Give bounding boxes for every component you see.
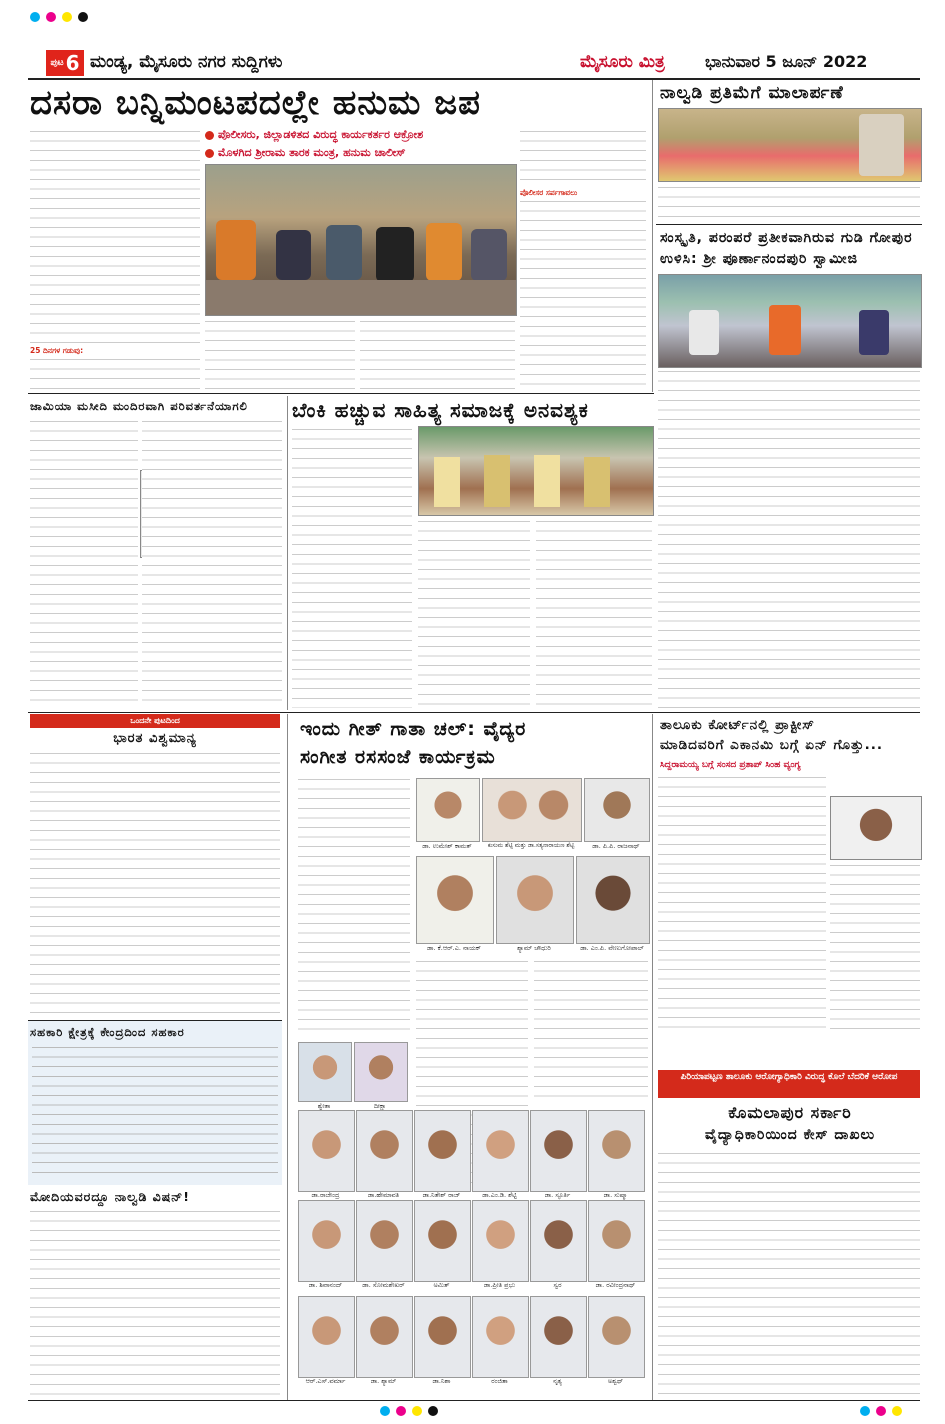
story9-subhead: ಸಿದ್ದರಾಮಯ್ಯ ಬಗ್ಗೆ ಸಂಸದ ಪ್ರತಾಪ್ ಸಿಂಹ ವ್ಯಂಗ್ಯ bbox=[660, 760, 801, 770]
story2-body bbox=[658, 184, 920, 222]
person-photo bbox=[588, 1110, 645, 1192]
mid-divider-2 bbox=[28, 712, 920, 713]
person-photo bbox=[472, 1110, 529, 1192]
registration-mark-black bbox=[78, 12, 88, 22]
person-caption: ಡಾ. ಸ್ಫೂರ್ತಿ bbox=[544, 1191, 571, 1199]
story9-headline-1: ತಾಲೂಕು ಕೋರ್ಟ್‌ನಲ್ಲಿ ಪ್ರಾಕ್ಟೀಸ್ bbox=[660, 717, 815, 733]
person-photo bbox=[356, 1296, 413, 1378]
continued-headline: ಭಾರತ ವಿಶ್ವಮಾನ್ಯ bbox=[113, 731, 197, 746]
registration-mark-magenta bbox=[396, 1406, 406, 1416]
registration-mark-yellow bbox=[62, 12, 72, 22]
registration-mark-cyan bbox=[860, 1406, 870, 1416]
caption-kusuma: ಕುಸುಮ ಶೆಟ್ಟಿ ಮತ್ತು ಡಾ.ಸತ್ಯನಾರಾಯಣ ಶೆಟ್ಟಿ bbox=[487, 842, 575, 849]
story1-body-col4 bbox=[520, 128, 646, 390]
person-caption: ಡಾ.ನಿಶಾ bbox=[432, 1377, 451, 1385]
story5-headline: ಬೆಂಕಿ ಹಚ್ಚುವ ಸಾಹಿತ್ಯ ಸಮಾಜಕ್ಕೆ ಅನವಶ್ಯಕ bbox=[292, 398, 589, 422]
story10-headline-2: ವೈದ್ಯಾಧಿಕಾರಿಯಿಂದ ಕೇಸ್ ದಾಖಲು bbox=[704, 1127, 876, 1143]
caption-shwetha: ಶ್ವೇತಾ bbox=[317, 1102, 331, 1110]
registration-mark-magenta bbox=[876, 1406, 886, 1416]
story1-subhead-2 bbox=[205, 146, 515, 160]
story4-headline: ಜಾಮಿಯಾ ಮಸೀದಿ ಮಂದಿರವಾಗಿ ಪರಿವರ್ತನೆಯಾಗಲಿ bbox=[30, 399, 248, 413]
page-number: 6 bbox=[65, 51, 80, 75]
page-label: ಪುಟ bbox=[50, 58, 64, 68]
story8-body-col1 bbox=[298, 776, 410, 1038]
bullet-icon bbox=[205, 131, 214, 140]
story1-sub1-text: ಪೊಲೀಸರು, ಜಿಲ್ಲಾಡಳಿತದ ವಿರುದ್ಧ ಕಾರ್ಯಕರ್ತರ ಆಕ್ರೋಶ bbox=[218, 128, 424, 141]
person-caption: ಡಾ. ರವೀಂದ್ರನಾಥ್ bbox=[595, 1281, 636, 1289]
continued-label: ಒಂದನೇ ಪುಟದಿಂದ bbox=[30, 714, 280, 728]
story7-headline: ಮೋದಿಯವರದ್ದೂ ನಾಲ್ವಡಿ ವಿಷನ್! bbox=[30, 1189, 190, 1204]
person-caption: ನೃತ್ಯ bbox=[553, 1377, 562, 1385]
person-photo bbox=[414, 1200, 471, 1282]
registration-mark-yellow bbox=[412, 1406, 422, 1416]
face-shyam-chaudhuri bbox=[496, 856, 574, 944]
story10-headline-1: ಕೊಮಲಾಪುರ ಸರ್ಕಾರಿ bbox=[728, 1103, 852, 1122]
person-caption: ಡಾ. ಶ್ಯಾಮ್ bbox=[370, 1377, 397, 1385]
person-photo bbox=[588, 1296, 645, 1378]
story5-photo bbox=[418, 426, 654, 516]
column-divider-3 bbox=[287, 714, 288, 1400]
story3-photo bbox=[658, 274, 922, 368]
person-photo bbox=[588, 1200, 645, 1282]
person-caption: ಸ್ವರ bbox=[553, 1281, 562, 1289]
story1-headline: ದಸರಾ ಬನ್ನಿಮಂಟಪದಲ್ಲೇ ಹನುಮ ಜಪ bbox=[30, 83, 481, 123]
face-venugopal bbox=[576, 856, 650, 944]
person-photo bbox=[298, 1200, 355, 1282]
story1-sub2-text: ಮೊಳಗಿದ ಶ್ರೀರಾಮ ತಾರಕ ಮಂತ್ರ, ಹನುಮ ಚಾಲೀಸ್ bbox=[218, 146, 406, 159]
column-divider-2 bbox=[287, 396, 288, 710]
story9-headline-2: ಮಾಡಿದವರಿಗೆ ಎಕಾನಮಿ ಬಗ್ಗೆ ಏನ್ ಗೊತ್ತು... bbox=[660, 737, 883, 753]
person-caption: ಡಾ.ನಿತೇಶ್ ರಾಜ್ bbox=[422, 1191, 461, 1199]
column-divider-4 bbox=[652, 714, 653, 1400]
bullet-icon bbox=[205, 149, 214, 158]
face-deeksha bbox=[354, 1042, 408, 1102]
caption-shyam: ಶ್ಯಾಮ್ ಚೌಧುರಿ bbox=[517, 944, 551, 952]
page-number-box bbox=[46, 50, 84, 76]
registration-mark-black bbox=[428, 1406, 438, 1416]
story5-body-col2 bbox=[418, 518, 530, 708]
person-caption: ಆರ್.ಎಸ್.ವರ್ಮಾ bbox=[305, 1377, 346, 1385]
person-caption: ಡಾ.ಹೇಮಾವತಿ bbox=[367, 1191, 400, 1199]
face-umesh-kamath bbox=[416, 778, 480, 842]
continued-body bbox=[30, 750, 280, 1018]
section-title: ಮಂಡ್ಯ, ಮೈಸೂರು ನಗರ ಸುದ್ದಿಗಳು bbox=[90, 52, 283, 72]
story1-body-col1 bbox=[30, 128, 200, 390]
face-shwetha bbox=[298, 1042, 352, 1102]
footer-divider bbox=[28, 1400, 920, 1401]
person-photo bbox=[530, 1200, 587, 1282]
story1-inline-head: 25 ದಿನಗಳ ಗಡುವು: bbox=[30, 346, 84, 355]
caption-deeksha: ದೀಕ್ಷಾ bbox=[373, 1102, 387, 1110]
story1-inline-head-2: ಪೊಲೀಸರ ಸರ್ಪಗಾವಲು bbox=[520, 188, 578, 197]
registration-mark-magenta bbox=[46, 12, 56, 22]
story2-divider bbox=[656, 224, 922, 225]
story9-body-2 bbox=[830, 862, 920, 1034]
story2-photo bbox=[658, 108, 922, 182]
person-caption: ಡಾ.ಎಂ.ಡಿ. ಶೆಟ್ಟಿ bbox=[482, 1191, 517, 1199]
person-caption: ಡಾ. ಸೋಮಶೇಖರ್ bbox=[362, 1281, 405, 1289]
person-caption: ಡಾ.ಪ್ರೀತಿ ಪ್ರಭು bbox=[483, 1281, 516, 1289]
person-photo bbox=[298, 1110, 355, 1192]
person-photo bbox=[414, 1110, 471, 1192]
registration-mark-cyan bbox=[30, 12, 40, 22]
caption-nayak: ಡಾ. ಕೆ.ಆರ್.ಎ. ನಾಯಕ್ bbox=[427, 944, 481, 952]
person-photo bbox=[298, 1296, 355, 1378]
person-photo bbox=[530, 1296, 587, 1378]
story8-headline-2: ಸಂಗೀತ ರಸಸಂಜೆ ಕಾರ್ಯಕ್ರಮ bbox=[300, 746, 496, 768]
caption-venugopal: ಡಾ. ಎಂ.ಪಿ. ವೇಣುಗೋಪಾಲ್ bbox=[580, 944, 644, 952]
story2-headline: ನಾಲ್ವಡಿ ಪ್ರತಿಮೆಗೆ ಮಾಲಾರ್ಪಣೆ bbox=[660, 83, 844, 103]
header-divider bbox=[28, 78, 920, 80]
caption-umesh: ಡಾ. ಉಮೇಶ್ ಕಾಮತ್ bbox=[422, 842, 472, 850]
face-kusuma-satyanarayana bbox=[482, 778, 582, 842]
person-photo bbox=[356, 1200, 413, 1282]
person-caption: ಡಾ. ಸುಷ್ಮಾ bbox=[603, 1191, 628, 1199]
registration-mark-cyan bbox=[380, 1406, 390, 1416]
person-photo bbox=[472, 1296, 529, 1378]
face-kra-nayak bbox=[416, 856, 494, 944]
person-photo bbox=[356, 1110, 413, 1192]
story10-kicker: ಪಿರಿಯಾಪಟ್ಟಣ ತಾಲೂಕು ಆರೋಗ್ಯಾಧಿಕಾರಿ ವಿರುದ್ಧ ಕೊಲೆ ಬೆದರಿಕೆ ಆರೋಪ bbox=[658, 1070, 920, 1098]
story1-body-col2 bbox=[205, 318, 355, 390]
person-photo bbox=[414, 1296, 471, 1378]
registration-mark-yellow bbox=[892, 1406, 902, 1416]
story6-body bbox=[32, 1044, 278, 1180]
dateline: ಭಾನುವಾರ 5 ಜೂನ್ 2022 bbox=[705, 52, 868, 71]
story4-body-col2 bbox=[142, 418, 282, 708]
story1-photo bbox=[205, 164, 517, 316]
story8-headline-1: ಇಂದು ಗೀತ್ ಗಾತಾ ಚಲ್: ವೈದ್ಯರ bbox=[300, 718, 527, 740]
story10-body bbox=[658, 1150, 920, 1396]
person-photo bbox=[530, 1110, 587, 1192]
column-divider bbox=[652, 80, 653, 392]
story5-body-col1 bbox=[292, 426, 412, 708]
face-rajanath bbox=[584, 778, 650, 842]
person-caption: ಡಾ.ರಾಜೇಂದ್ರ bbox=[311, 1191, 340, 1199]
story7-body bbox=[30, 1208, 280, 1396]
story1-body-col3 bbox=[360, 318, 515, 390]
caption-rajanath: ಡಾ. ಪಿ.ಪಿ. ರಾಜನಾಥ್ bbox=[592, 842, 640, 850]
mid-divider-1 bbox=[28, 393, 654, 394]
story1-subhead-1 bbox=[205, 128, 505, 142]
story9-body bbox=[658, 774, 826, 1034]
person-caption: ರಂಜಿತಾ bbox=[491, 1377, 508, 1385]
person-caption: ಡಾ. ಶಿವಾನಂದ್ bbox=[308, 1281, 343, 1289]
story6-headline: ಸಹಕಾರಿ ಕ್ಷೇತ್ರಕ್ಕೆ ಕೇಂದ್ರದಿಂದ ಸಹಕಾರ bbox=[30, 1025, 185, 1039]
story3-headline: ಸಂಸ್ಕೃತಿ, ಪರಂಪರೆ ಪ್ರತೀಕವಾಗಿರುವ ಗುಡಿ ಗೋಪುರ ಉಳಿಸಿ: ಶ್ರೀ ಪೂರ್ಣಾನಂದಪುರಿ ಸ್ವಾಮೀಜಿ bbox=[660, 230, 913, 267]
story5-body-col3 bbox=[536, 518, 652, 708]
story8-body-col3 bbox=[534, 958, 648, 1098]
story9-portrait bbox=[830, 796, 922, 860]
person-caption: ಅಮಿತ್ bbox=[433, 1281, 450, 1289]
person-photo bbox=[472, 1200, 529, 1282]
story4-body-col1 bbox=[30, 418, 138, 708]
masthead: ಮೈಸೂರು ಮಿತ್ರ bbox=[580, 52, 665, 72]
story3-body bbox=[658, 368, 920, 708]
person-caption: ಅಶ್ವಥ್ bbox=[607, 1377, 624, 1385]
